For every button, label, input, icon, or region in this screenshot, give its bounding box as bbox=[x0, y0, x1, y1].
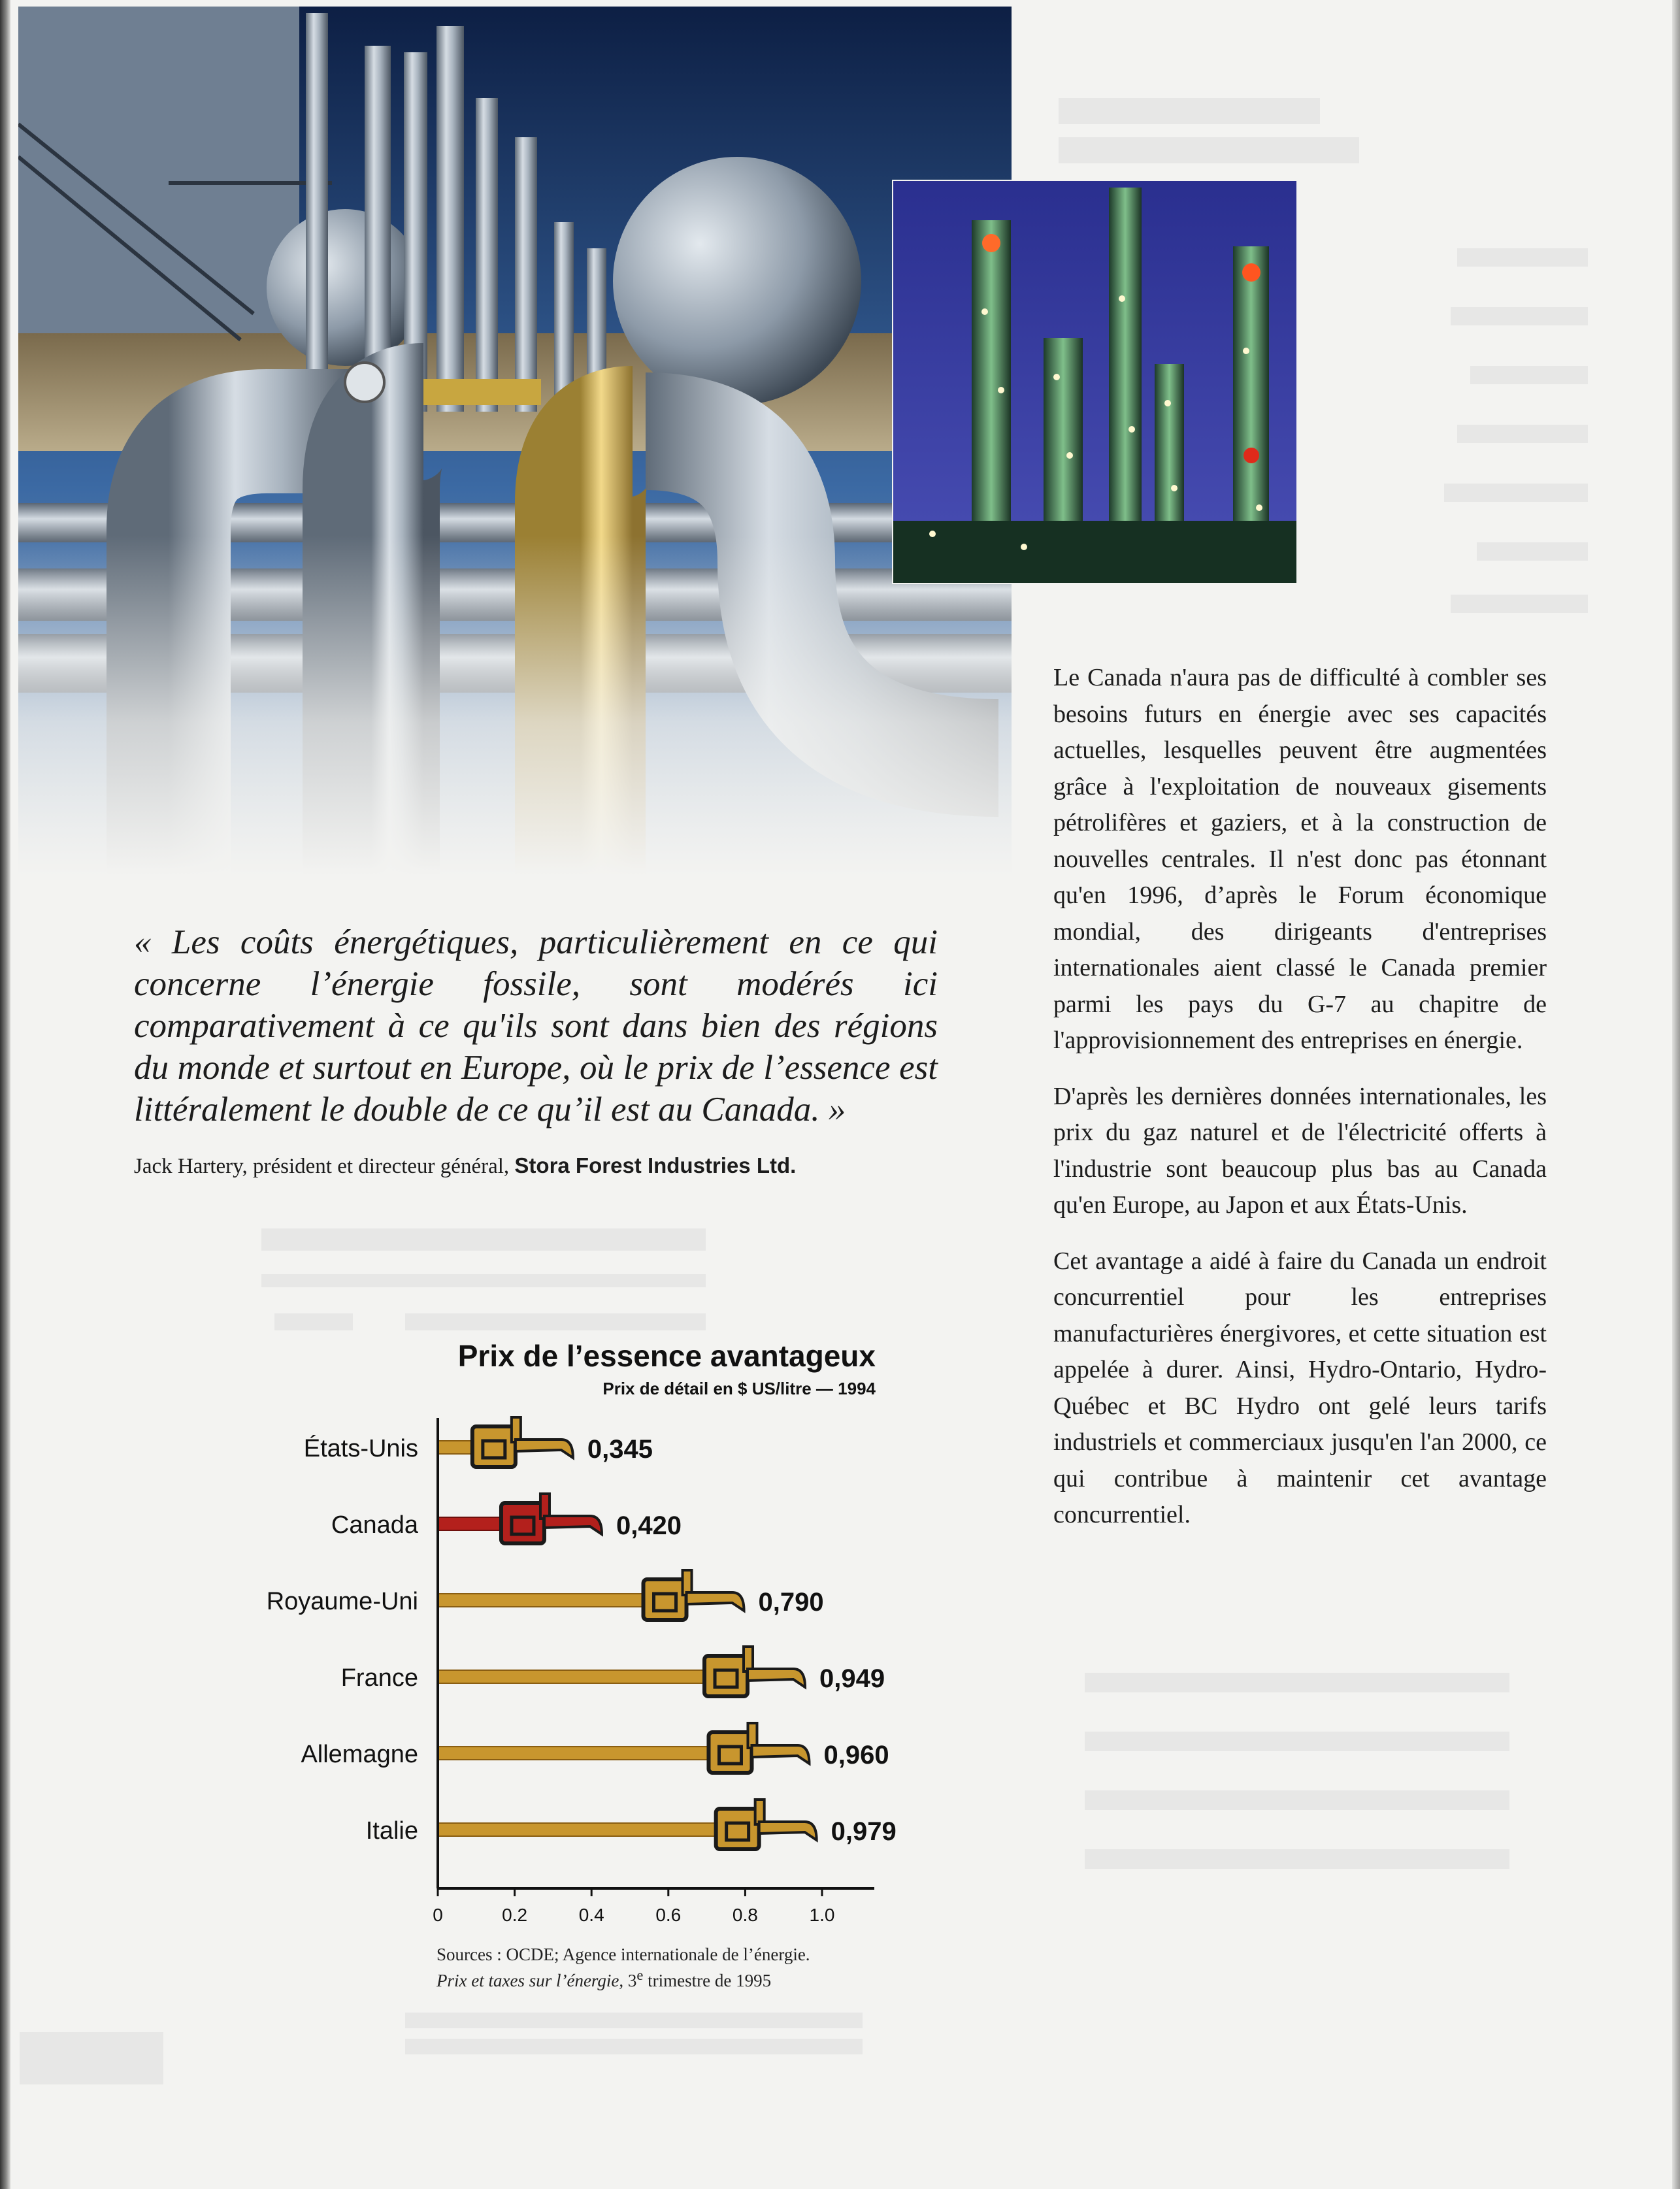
value-label: 0,979 bbox=[831, 1817, 897, 1846]
body-paragraph: Le Canada n'aura pas de difficulté à combler ses besoins futurs en énergie avec ses capacités actuelles, lesquelles peuvent être augmentées grâce à l'exploitation de nouveaux gisements pétrolifères et gaziers, et à la construction de nouvelles centrales. Il n'est donc pas étonnant qu'en 1996, d’après le Forum économique mondial, des dirigeants d'entreprises internationales aient classé le Canada premier parmi les pays du G-7 au chapitre de l'approvisionnement des entreprises en énergie. bbox=[1053, 664, 1547, 1054]
nozzle-spout bbox=[544, 1516, 602, 1534]
gasoline-price-chart bbox=[196, 1405, 915, 1928]
body-text-column bbox=[1053, 660, 1547, 1553]
chart-source-publication: Prix et taxes sur l’énergie, bbox=[436, 1971, 624, 1990]
nozzle-spout bbox=[748, 1669, 805, 1687]
refinery-night-photo bbox=[892, 180, 1298, 584]
refinery-pipes-photo bbox=[18, 7, 1012, 876]
x-tick-label: 0.2 bbox=[502, 1905, 528, 1925]
nozzle-handle bbox=[716, 1809, 759, 1849]
attribution-person: Jack Hartery, président et directeur général, bbox=[134, 1155, 510, 1178]
x-tick-label: 1.0 bbox=[809, 1905, 835, 1925]
chart-subtitle: Prix de détail en $ US/litre — 1994 bbox=[602, 1379, 876, 1398]
category-label: Italie bbox=[365, 1817, 418, 1845]
bar-allemagne bbox=[438, 1747, 728, 1760]
chart-source-period: trimestre de 1995 bbox=[643, 1971, 772, 1990]
nozzle-handle bbox=[644, 1579, 687, 1620]
chart-title: Prix de l’essence avantageux bbox=[457, 1339, 876, 1373]
value-label: 0,949 bbox=[819, 1664, 885, 1693]
value-label: 0,345 bbox=[587, 1435, 653, 1464]
chart-source-line2 bbox=[436, 1965, 894, 1991]
category-label: Royaume-Uni bbox=[266, 1588, 418, 1615]
category-label: Canada bbox=[331, 1511, 418, 1539]
nozzle-spout bbox=[751, 1745, 809, 1764]
bar-royaume-uni bbox=[438, 1594, 663, 1607]
chart-source-line1: Sources : OCDE; Agence internationale de l’énergie. bbox=[436, 1945, 810, 1964]
nozzle-handle bbox=[501, 1503, 544, 1543]
quote-attribution bbox=[134, 1153, 957, 1179]
chart-source-superscript: e bbox=[636, 1967, 644, 1983]
body-paragraph: D'après les dernières données internationales, les prix du gaz naturel et de l'électricité offerts à l'industrie sont beaucoup plus bas au Canada qu'en Europe, au Japon et aux États-Unis. bbox=[1053, 1082, 1547, 1219]
x-tick-label: 0.8 bbox=[732, 1905, 758, 1925]
category-label: Allemagne bbox=[301, 1741, 418, 1768]
chart-source bbox=[436, 1945, 894, 1991]
chart-source-quarter: 3 bbox=[623, 1971, 637, 1990]
nozzle-handle bbox=[704, 1656, 748, 1696]
nozzle-handle bbox=[708, 1732, 751, 1773]
category-label: États-Unis bbox=[303, 1435, 418, 1462]
attribution-company: Stora Forest Industries Ltd. bbox=[514, 1153, 797, 1177]
category-label: France bbox=[340, 1664, 418, 1692]
nozzle-handle bbox=[472, 1426, 516, 1467]
x-tick-label: 0 bbox=[433, 1905, 443, 1925]
value-label: 0,420 bbox=[616, 1511, 682, 1540]
x-tick-label: 0.4 bbox=[578, 1905, 604, 1925]
value-label: 0,960 bbox=[823, 1741, 889, 1769]
nozzle-spout bbox=[516, 1440, 573, 1458]
value-label: 0,790 bbox=[758, 1588, 824, 1617]
nozzle-spout bbox=[687, 1592, 744, 1611]
pull-quote: « Les coûts énergétiques, particulièrement en ce qui concerne l’énergie fossile, sont modérés ici comparativement à ce qu'ils sont dans bien des régions du monde et surtout en Europe, où le prix de l’essence est littéralement le double de ce qu’il est au Canada. » bbox=[134, 923, 938, 1128]
nozzle-spout bbox=[759, 1822, 817, 1840]
page-edge-left bbox=[0, 0, 10, 2189]
page-edge-right bbox=[1672, 0, 1680, 2189]
x-tick-label: 0.6 bbox=[655, 1905, 682, 1925]
body-paragraph: Cet avantage a aidé à faire du Canada un endroit concurrentiel pour les entreprises manufacturières énergivores, et cette situation est appelée à durer. Ainsi, Hydro-Ontario, Hydro-Québec et BC Hydro ont gelé leurs tarifs industriels et commerciaux jusqu'en l'an 2000, ce qui contribue à maintenir cet avantage concurrentiel. bbox=[1053, 1247, 1547, 1528]
bar-italie bbox=[438, 1823, 736, 1836]
bar-france bbox=[438, 1670, 724, 1683]
